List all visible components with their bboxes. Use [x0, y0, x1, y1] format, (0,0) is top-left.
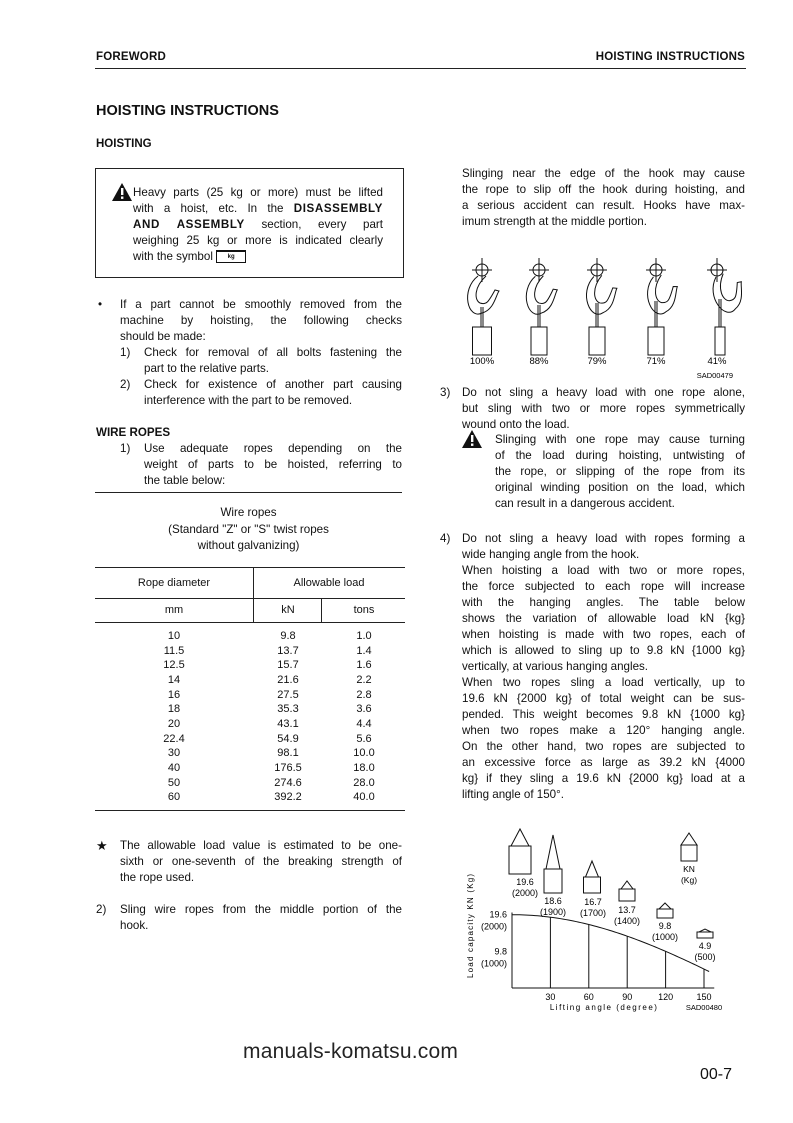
- list-item-text-line: with the hanging angles. The table below: [462, 596, 745, 609]
- list-item-text-line: weight of parts to be hoisted, referring to: [144, 458, 402, 471]
- list-item-text-line: lifting angle of 150°.: [462, 788, 564, 801]
- sling-triangle: [659, 903, 671, 909]
- point-value-kn: 9.8: [658, 921, 672, 931]
- table-rule: [95, 567, 405, 568]
- warning-text-line: original winding position on the load, which: [495, 481, 745, 494]
- y-axis-label: Load capacity KN (Kg): [466, 872, 475, 978]
- point-value-kg: (1700): [579, 908, 607, 918]
- caption-line: (Standard "Z" or "S" twist ropes: [168, 522, 329, 536]
- y-tick-label: (2000): [480, 921, 507, 932]
- load-block: [531, 327, 547, 355]
- paragraph-line: the rope to slip off the hook during hoisting, and: [462, 183, 745, 196]
- load-icon: [619, 881, 635, 901]
- table-cell: 21.6: [277, 673, 299, 686]
- table-cell: 60: [167, 791, 181, 804]
- figure-code: SAD00480: [685, 1003, 723, 1012]
- list-item-text-line: kg} if they sling a 19.6 kN {2000 kg} load at a: [462, 772, 745, 785]
- column-subheader: mm: [164, 604, 184, 616]
- watermark: manuals-komatsu.com: [243, 1040, 459, 1063]
- list-number: 1): [120, 442, 131, 455]
- point-value-kg: (1400): [613, 916, 641, 926]
- paragraph-line: Slinging near the edge of the hook may cause: [462, 167, 745, 180]
- table-cell: 274.6: [274, 776, 302, 789]
- table-cell: 392.2: [274, 791, 302, 804]
- x-tick-label: 150: [696, 992, 712, 1002]
- load-icon: [509, 829, 531, 874]
- table-rule: [95, 810, 405, 811]
- sling-triangle: [621, 881, 633, 889]
- warning-triangle-icon: [112, 183, 132, 202]
- load-box: [657, 909, 673, 918]
- list-item-text-line: hook.: [120, 919, 149, 932]
- list-number: 2): [120, 378, 131, 391]
- load-icon: [584, 861, 601, 893]
- y-tick-label: 19.6: [489, 909, 507, 920]
- list-item-text-line: Do not sling a heavy load with one rope alone,: [462, 386, 745, 399]
- table-cell: 28.0: [353, 776, 375, 789]
- warning-text-line: [133, 201, 383, 217]
- bullet-text-line: machine by hoisting, the following checks: [120, 314, 402, 327]
- list-item-text-line: On the other hand, two ropes are subjected to: [462, 740, 745, 753]
- efficiency-label: 88%: [529, 356, 549, 367]
- table-cell: 18.0: [353, 761, 375, 774]
- point-value-kn: 4.9: [698, 941, 712, 951]
- list-item-text-line: Check for existence of another part causing: [144, 378, 402, 391]
- x-tick-label: 90: [622, 992, 633, 1002]
- point-value-kg: (2000): [511, 888, 539, 898]
- y-tick-label: 9.8: [494, 946, 507, 957]
- hook-icon: [701, 257, 751, 316]
- x-tick-label: 60: [583, 992, 594, 1002]
- x-tick-label: 120: [658, 992, 674, 1002]
- table-cell: 18: [167, 703, 181, 716]
- legend-icon: [681, 833, 697, 845]
- load-block: [589, 327, 605, 355]
- text-segment: with the symbol: [133, 250, 217, 263]
- list-item-text-line: wide hanging angle from the hook.: [462, 548, 640, 561]
- sling-triangle: [586, 861, 599, 877]
- warning-text-line: can result in a dangerous accident.: [495, 497, 675, 510]
- table-cell: 13.7: [277, 644, 299, 657]
- table-cell: 1.0: [356, 630, 372, 642]
- warning-text-line: the rope, or slipping of the rope from its: [495, 465, 745, 478]
- list-item-text-line: vertically, at various hanging angles.: [462, 660, 649, 673]
- load-box: [544, 869, 562, 893]
- x-axis-label: Lifting angle (degree): [549, 1003, 659, 1012]
- paragraph-line: imum strength at the middle portion.: [462, 215, 647, 228]
- table-cell: 10.0: [353, 747, 375, 760]
- sling-triangle: [511, 829, 529, 846]
- table-cell: 27.5: [277, 688, 299, 701]
- text-segment: Heavy parts (25 kg or more) must be lifted: [133, 186, 383, 199]
- load-block: [715, 327, 725, 355]
- list-item-text-line: which is allowed to sling up to 9.8 kN {1000 kg}: [462, 644, 745, 657]
- table-cell: 5.6: [356, 732, 372, 745]
- table-cell: 9.8: [280, 630, 296, 642]
- list-item-text-line: Use adequate ropes depending on the: [144, 442, 402, 455]
- table-cell: 15.7: [277, 659, 299, 672]
- hook-body: [525, 275, 559, 315]
- table-cell: 11.5: [163, 644, 185, 657]
- page-title: HOISTING INSTRUCTIONS: [96, 103, 279, 119]
- point-value-kg: (500): [694, 952, 716, 962]
- table-cell: 35.3: [277, 703, 299, 716]
- warning-text-line: [133, 185, 383, 201]
- list-number: 4): [440, 532, 451, 545]
- table-cell: 22.4: [163, 732, 185, 745]
- list-item-text-line: When hoisting a load with two or more ropes,: [462, 564, 745, 577]
- text-segment: weighing 25 kg or more is indicated clearly: [133, 234, 383, 247]
- table-cell: 54.9: [277, 732, 299, 745]
- caption-rule: [95, 492, 402, 493]
- legend-unit-kg: (Kg): [680, 875, 698, 885]
- list-item-text-line: but sling with two or more ropes symmetrically: [462, 402, 745, 415]
- table-cell: 98.1: [277, 747, 299, 760]
- header-section-right: HOISTING INSTRUCTIONS: [595, 51, 745, 63]
- header-rule: [95, 68, 746, 69]
- hook-icon: [641, 260, 683, 316]
- table-cell: 20: [167, 717, 181, 730]
- bullet-marker: •: [98, 298, 103, 311]
- bullet-text-line: should be made:: [120, 330, 206, 343]
- warning-text-line: of the load during hoisting, untwisting of: [495, 449, 745, 462]
- figure-code: SAD00479: [696, 371, 733, 380]
- kg-weight-symbol-icon: kg: [216, 250, 246, 263]
- table-cell: 12.5: [163, 659, 185, 672]
- load-icon: [544, 835, 562, 893]
- paragraph-line: a serious accident can result. Hooks have max-: [462, 199, 745, 212]
- column-subheader: kN: [281, 604, 295, 616]
- point-value-kn: 18.6: [544, 896, 562, 906]
- star-note-icon: ★: [96, 838, 108, 853]
- list-item-text-line: Check for removal of all bolts fastening the: [144, 346, 402, 359]
- load-icon: [697, 929, 713, 938]
- table-cell: 2.2: [356, 673, 372, 686]
- table-cell: 1.4: [356, 644, 372, 657]
- bullet-text-line: If a part cannot be smoothly removed from the: [120, 298, 402, 311]
- table-cell: 10: [167, 630, 181, 642]
- x-tick-label: 30: [545, 992, 556, 1002]
- point-value-kn: 13.7: [618, 905, 636, 915]
- point-value-kn: 16.7: [584, 897, 602, 907]
- table-rule: [95, 622, 405, 623]
- column-subheader: tons: [353, 604, 375, 616]
- list-item-text-line: when hoisting is made with two ropes, each of: [462, 628, 745, 641]
- table-cell: 176.5: [274, 761, 302, 774]
- text-segment: with a hoist, etc. In the: [133, 202, 294, 215]
- section-heading-hoisting: HOISTING: [96, 138, 152, 150]
- table-cell: 50: [167, 776, 181, 789]
- list-item-text-line: the table below:: [144, 474, 226, 487]
- caption-line: without galvanizing): [197, 539, 300, 552]
- hook-body: [643, 272, 682, 316]
- load-capacity-chart: [455, 825, 755, 1020]
- load-box: [584, 877, 601, 893]
- list-item-text-line: shows the variation of allowable load kN {kg}: [462, 612, 745, 625]
- caption-line: Wire ropes: [220, 506, 277, 519]
- point-value-kg: (1900): [539, 907, 567, 917]
- load-box: [509, 846, 531, 874]
- warning-text-line: [133, 233, 383, 249]
- hook-body: [707, 268, 752, 316]
- warning-text-line: [133, 217, 383, 233]
- point-value-kg: (1000): [651, 932, 679, 942]
- list-number: 3): [440, 386, 451, 399]
- load-capacity-line: [512, 915, 709, 972]
- list-item-text-line: Sling wire ropes from the middle portion of the: [120, 903, 402, 916]
- list-item-text-line: Do not sling a heavy load with ropes forming a: [462, 532, 745, 545]
- list-item-text-line: 19.6 kN {2000 kg} of total weight can be sus-: [462, 692, 745, 705]
- table-cell: 3.6: [356, 703, 372, 716]
- table-cell: 16: [167, 688, 181, 701]
- column-header: Allowable load: [293, 577, 365, 589]
- hook-icon: [468, 264, 499, 314]
- sling-triangle: [546, 835, 560, 869]
- list-item-text-line: the force subjected to each rope will increase: [462, 580, 745, 593]
- point-value-kn: 19.6: [516, 877, 534, 887]
- table-cell: 30: [167, 747, 181, 760]
- table-cell: 1.6: [356, 659, 372, 672]
- table-cell: 43.1: [277, 717, 299, 730]
- table-cell: 40.0: [353, 791, 375, 804]
- list-item-text-line: an excessive force as large as 39.2 kN {4000: [462, 756, 745, 769]
- warning-text-line: [133, 249, 383, 265]
- list-item-text-line: interference with the part to be removed.: [144, 394, 353, 407]
- legend-unit-kn: KN: [683, 864, 695, 874]
- page-number: 00-7: [700, 1066, 733, 1083]
- load-block: [473, 327, 492, 355]
- warning-text-line: Slinging with one rope may cause turning: [495, 433, 745, 446]
- load-box: [697, 932, 713, 938]
- efficiency-label: 71%: [646, 356, 666, 367]
- legend-icon: [681, 845, 697, 861]
- table-cell: 40: [167, 761, 181, 774]
- column-header: Rope diameter: [137, 577, 211, 589]
- hook-body: [584, 273, 621, 315]
- y-tick-label: (1000): [480, 958, 507, 969]
- efficiency-label: 41%: [707, 356, 727, 367]
- table-cell: 14: [167, 673, 181, 686]
- list-item-text-line: pended. This weight becomes 9.8 kN {1000 kg}: [462, 708, 745, 721]
- list-number: 1): [120, 346, 131, 359]
- list-item-text-line: When two ropes sling a load vertically, up to: [462, 676, 745, 689]
- load-icon: [657, 903, 673, 918]
- efficiency-label: 100%: [469, 356, 495, 367]
- note-text-line: the rope used.: [120, 871, 195, 884]
- load-box: [619, 889, 635, 901]
- table-cell: 4.4: [356, 717, 372, 730]
- emphasis-text: AND ASSEMBLY: [133, 218, 245, 231]
- table-divider: [321, 598, 322, 622]
- section-heading-wire-ropes: WIRE ROPES: [96, 426, 171, 439]
- list-item-text-line: when two ropes make a 120° hanging angle.: [462, 724, 745, 737]
- header-section-left: FOREWORD: [96, 51, 166, 63]
- table-divider: [253, 567, 254, 622]
- list-item-text-line: part to the relative parts.: [144, 362, 270, 375]
- table-cell: 2.8: [356, 688, 372, 701]
- emphasis-text: DISASSEMBLY: [293, 202, 383, 215]
- efficiency-label: 79%: [587, 356, 607, 367]
- hook-angle-diagram: [455, 255, 755, 380]
- text-segment: section, every part: [244, 218, 383, 231]
- load-block: [648, 327, 664, 355]
- list-item-text-line: wound onto the load.: [462, 418, 570, 431]
- note-text-line: The allowable load value is estimated to be one-: [120, 839, 402, 852]
- hook-icon: [524, 263, 558, 315]
- table-rule: [95, 598, 405, 599]
- note-text-line: sixth or one-seventh of the breaking strength of: [120, 855, 402, 868]
- list-number: 2): [96, 903, 107, 916]
